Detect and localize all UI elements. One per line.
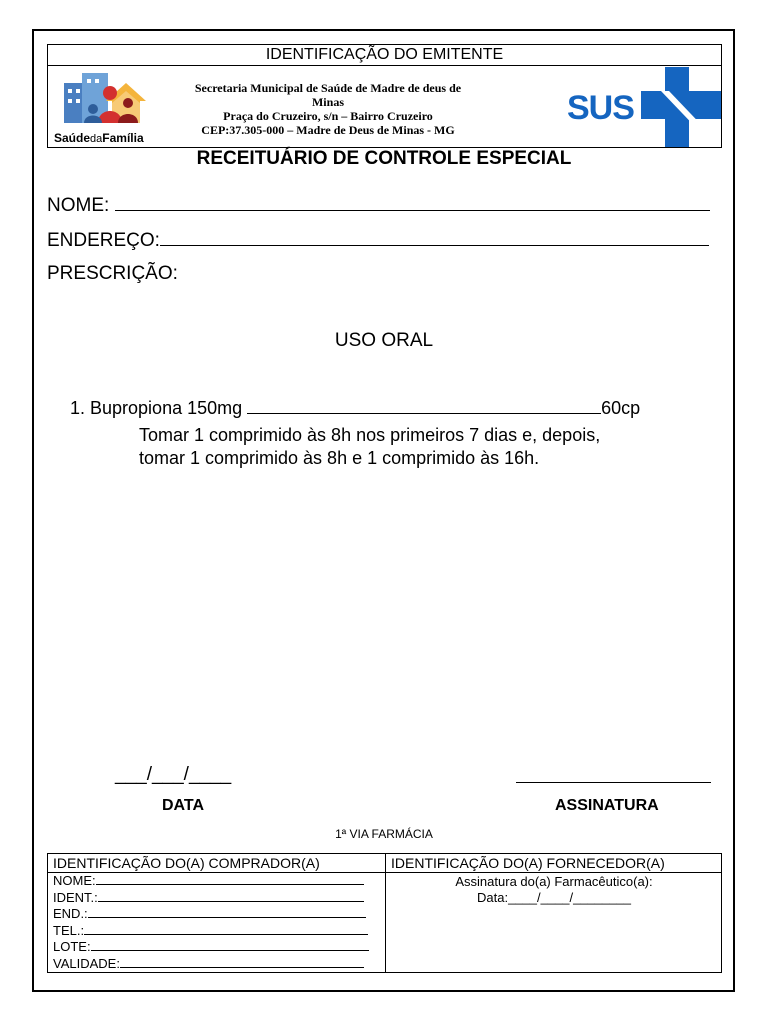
issuer-header <box>47 44 722 148</box>
copy-label: 1ª VIA FARMÁCIA <box>335 827 433 841</box>
date-placeholder: ___/___/____ <box>115 764 232 785</box>
buyer-field-row <box>53 956 369 973</box>
instruction-line: tomar 1 comprimido às 8h e 1 comprimido às 16h. <box>139 448 540 468</box>
prescription-label: PRESCRIÇÃO: <box>47 263 178 284</box>
buyer-field-label: NOME: <box>53 873 96 888</box>
family-house-icon <box>54 67 154 129</box>
buyer-fields <box>53 873 369 972</box>
buyer-field-row <box>53 890 369 907</box>
medication-quantity: 60cp <box>601 398 641 418</box>
route-of-administration: USO ORAL <box>334 330 434 351</box>
buyer-field-label: LOTE: <box>53 939 91 954</box>
buyer-field-line <box>88 906 366 918</box>
address-field <box>47 229 709 252</box>
name-blank-line <box>115 194 710 211</box>
buyer-field-line <box>84 923 368 935</box>
pharmacist-signature-label: Assinatura do(a) Farmacêutico(a): <box>455 874 653 889</box>
buyer-field-label: IDENT.: <box>53 889 98 905</box>
name-field <box>47 194 710 217</box>
document-frame <box>32 29 735 992</box>
signature-label: ASSINATURA <box>555 797 659 814</box>
column-divider <box>385 854 386 972</box>
supplier-date: Data:____/____/________ <box>477 890 631 905</box>
saude-da-familia-logo <box>54 67 174 145</box>
signature-line <box>516 782 711 783</box>
address-line: Secretaria Municipal de Saúde de Madre de deus de Minas <box>194 81 462 109</box>
issuer-header-title: IDENTIFICAÇÃO DO EMITENTE <box>48 45 721 66</box>
document-title: RECEITUÁRIO DE CONTROLE ESPECIAL <box>196 148 572 169</box>
medication-blank-line <box>247 399 601 414</box>
buyer-header: IDENTIFICAÇÃO DO(A) COMPRADOR(A) <box>53 855 320 871</box>
buyer-field-row <box>53 873 369 890</box>
buyer-field-row <box>53 939 369 956</box>
date-label: DATA <box>162 797 205 814</box>
supplier-header: IDENTIFICAÇÃO DO(A) FORNECEDOR(A) <box>391 855 665 871</box>
address-line: Praça do Cruzeiro, s/n – Bairro Cruzeiro <box>223 109 433 123</box>
address-label: ENDEREÇO: <box>47 230 160 251</box>
name-label: NOME: <box>47 195 110 216</box>
saude-da-familia-text: SaúdedaFamília <box>54 131 144 145</box>
buyer-field-label: END.: <box>53 906 88 921</box>
buyer-field-line <box>98 890 364 902</box>
supplier-fields <box>386 874 722 906</box>
issuer-address <box>178 81 478 137</box>
sus-logo-text: SUS <box>567 89 634 127</box>
instruction-line: Tomar 1 comprimido às 8h nos primeiros 7 dias e, depois, <box>139 425 601 445</box>
buyer-field-row <box>53 923 369 940</box>
buyer-field-row <box>53 906 369 923</box>
buyer-field-line <box>120 956 364 968</box>
buyer-field-label: VALIDADE: <box>53 955 120 971</box>
identification-table <box>47 853 722 973</box>
sus-logo <box>563 67 723 147</box>
prescription-item <box>70 398 640 419</box>
address-line: CEP:37.305-000 – Madre de Deus de Minas - MG <box>201 123 455 137</box>
sus-cross-icon <box>641 67 721 147</box>
medication-name: 1. Bupropiona 150mg <box>70 398 248 418</box>
buyer-field-line <box>91 939 369 951</box>
address-blank-line <box>160 229 709 246</box>
buyer-field-label: TEL.: <box>53 922 85 938</box>
buyer-field-line <box>96 873 364 885</box>
